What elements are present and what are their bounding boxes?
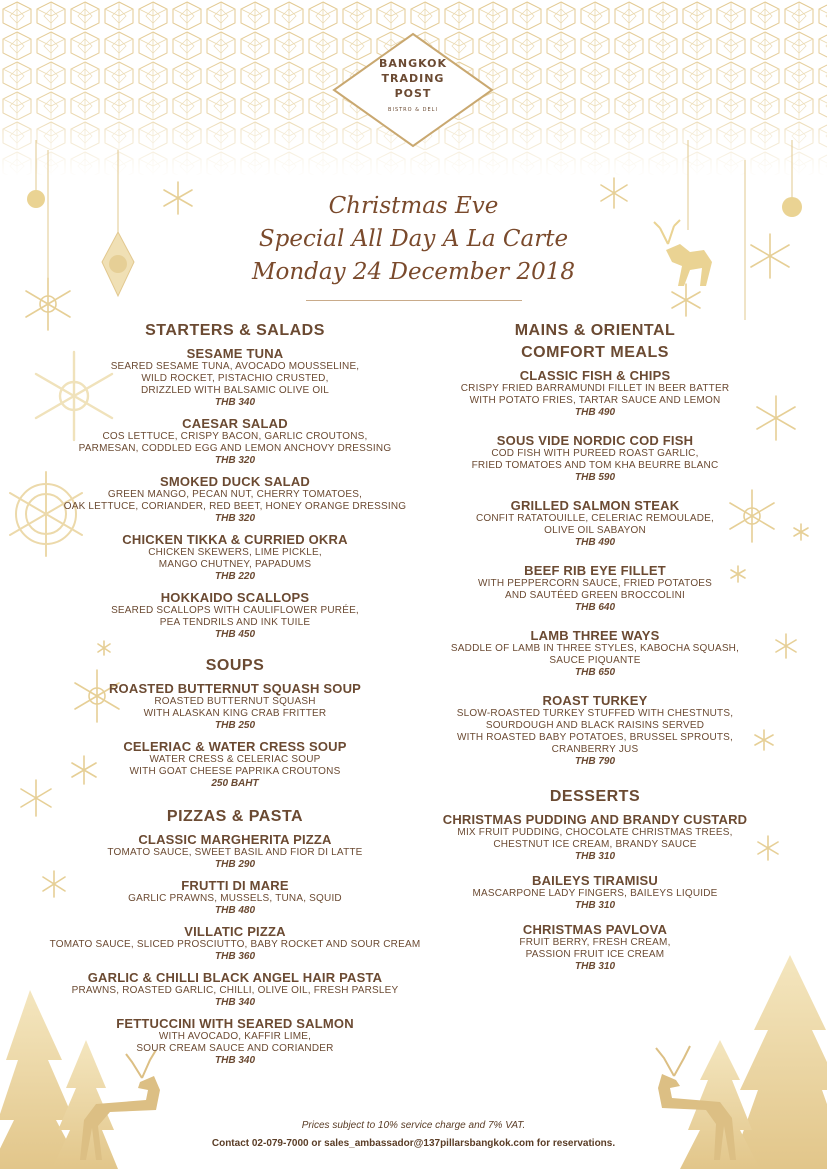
dish-name: SMOKED DUCK SALAD <box>159 474 310 489</box>
dish-description: PEA TENDRILS AND INK TUILE <box>159 617 311 628</box>
dish-description: PRAWNS, ROASTED GARLIC, CHILLI, OLIVE OIL, FRESH PARSLEY <box>71 985 399 996</box>
dish-price: THB 590 <box>574 472 615 483</box>
dish-price: THB 340 <box>214 997 255 1008</box>
dish-name: GRILLED SALMON STEAK <box>510 498 680 513</box>
dish-price: THB 640 <box>574 602 615 613</box>
right-column <box>430 320 760 973</box>
dish-price: THB 310 <box>574 961 615 972</box>
dish-price: THB 650 <box>574 667 615 678</box>
dish-description: CHESTNUT ICE CREAM, BRANDY SAUCE <box>493 839 697 850</box>
dish-description: SEARED SCALLOPS WITH CAULIFLOWER PURÉE, <box>111 605 359 616</box>
dish-price: THB 320 <box>214 513 255 524</box>
dish-name: SESAME TUNA <box>186 346 284 361</box>
dish-name: CAESAR SALAD <box>182 416 288 431</box>
menu-item <box>40 590 430 641</box>
dish-description: OLIVE OIL SABAYON <box>544 525 646 536</box>
dish-price: THB 340 <box>214 1055 255 1066</box>
dish-description: MANGO CHUTNEY, PAPADUMS <box>158 559 312 570</box>
section-title-mains-2: COMFORT MEALS <box>521 344 669 361</box>
menu-item <box>430 433 760 484</box>
footer <box>0 1118 827 1154</box>
dish-price: THB 250 <box>214 720 255 731</box>
dish-description: SADDLE OF LAMB IN THREE STYLES, KABOCHA SQUASH, <box>450 643 740 654</box>
title-divider <box>306 300 522 301</box>
dish-description: TOMATO SAUCE, SLICED PROSCIUTTO, BABY ROCKET AND SOUR CREAM <box>49 939 421 950</box>
menu-item <box>40 739 430 790</box>
menu-item <box>40 970 430 1009</box>
menu-item <box>40 832 430 871</box>
dish-description: WITH PEPPERCORN SAUCE, FRIED POTATOES <box>477 578 713 589</box>
dish-name: CELERIAC & WATER CRESS SOUP <box>123 739 347 754</box>
menu-item <box>430 498 760 549</box>
dish-description: CRANBERRY JUS <box>551 744 639 755</box>
dish-description: WITH POTATO FRIES, TARTAR SAUCE AND LEMON <box>469 395 721 406</box>
menu-item <box>40 878 430 917</box>
dish-price: THB 310 <box>574 900 615 911</box>
menu-item <box>430 922 760 973</box>
logo-subtitle: BISTRO & DELI <box>388 107 438 113</box>
dish-description: PASSION FRUIT ICE CREAM <box>525 949 665 960</box>
dish-name: VILLATIC PIZZA <box>184 924 286 939</box>
dish-description: CRISPY FRIED BARRAMUNDI FILLET IN BEER BATTER <box>460 383 730 394</box>
dish-description: OAK LETTUCE, CORIANDER, RED BEET, HONEY ORANGE DRESSING <box>63 501 407 512</box>
menu-item <box>40 681 430 732</box>
menu-item <box>430 873 760 912</box>
menu-item <box>40 346 430 409</box>
left-column <box>40 320 430 1067</box>
section-title-desserts: DESSERTS <box>549 788 641 805</box>
dish-price: THB 490 <box>574 407 615 418</box>
mains-list <box>430 368 760 768</box>
section-title-starters: STARTERS & SALADS <box>145 322 325 339</box>
dish-price: THB 290 <box>214 859 255 870</box>
title-line-1: Christmas Eve <box>328 193 499 219</box>
dish-description: CONFIT RATATOUILLE, CELERIAC REMOULADE, <box>475 513 715 524</box>
logo-line-2: TRADING <box>381 72 445 85</box>
dish-name: BEEF RIB EYE FILLET <box>524 563 666 578</box>
dish-description: WITH ROASTED BABY POTATOES, BRUSSEL SPROUTS, <box>456 732 734 743</box>
dish-description: PARMESAN, CODDLED EGG AND LEMON ANCHOVY DRESSING <box>78 443 392 454</box>
dish-price: THB 360 <box>214 951 255 962</box>
dish-description: WITH GOAT CHEESE PAPRIKA CROUTONS <box>129 766 341 777</box>
dish-price: THB 790 <box>574 756 615 767</box>
dish-description: COS LETTUCE, CRISPY BACON, GARLIC CROUTONS, <box>102 431 368 442</box>
dish-price: THB 320 <box>214 455 255 466</box>
dish-description: SOUR CREAM SAUCE AND CORIANDER <box>136 1043 334 1054</box>
dish-name: ROASTED BUTTERNUT SQUASH SOUP <box>108 681 362 696</box>
dish-name: FETTUCCINI WITH SEARED SALMON <box>116 1016 354 1031</box>
logo-line-1: BANGKOK <box>378 57 448 70</box>
dish-description: GREEN MANGO, PECAN NUT, CHERRY TOMATOES, <box>107 489 363 500</box>
logo-line-3: POST <box>394 87 432 100</box>
dish-price: 250 BAHT <box>211 778 259 789</box>
contact-info: Contact 02-079-7000 or sales_ambassador@137pillarsbangkok.com for reservations. <box>211 1138 616 1149</box>
dish-name: BAILEYS TIRAMISU <box>532 873 658 888</box>
dish-price: THB 480 <box>214 905 255 916</box>
starters-list <box>40 346 430 641</box>
menu-item <box>40 474 430 525</box>
dish-name: CHRISTMAS PUDDING AND BRANDY CUSTARD <box>442 812 748 827</box>
menu-item <box>430 812 760 863</box>
menu-item <box>40 1016 430 1067</box>
menu-item <box>40 416 430 467</box>
section-title-soups: SOUPS <box>205 657 265 674</box>
dish-description: SAUCE PIQUANTE <box>549 655 641 666</box>
dish-name: CHICKEN TIKKA & CURRIED OKRA <box>122 532 348 547</box>
dish-price: THB 310 <box>574 851 615 862</box>
dish-description: AND SAUTÉED GREEN BROCCOLINI <box>504 590 686 601</box>
dish-description: WITH ALASKAN KING CRAB FRITTER <box>143 708 327 719</box>
dish-description: CHICKEN SKEWERS, LIME PICKLE, <box>148 547 322 558</box>
title-line-3: Monday 24 December 2018 <box>251 259 576 285</box>
menu-item <box>430 563 760 614</box>
pizzas-list <box>40 832 430 1067</box>
desserts-list <box>430 812 760 973</box>
dish-name: LAMB THREE WAYS <box>530 628 660 643</box>
menu-item <box>430 693 760 768</box>
dish-name: FRUTTI DI MARE <box>181 878 289 893</box>
menu-item <box>430 368 760 419</box>
dish-description: SLOW-ROASTED TURKEY STUFFED WITH CHESTNUTS, <box>456 708 734 719</box>
menu-item <box>40 924 430 963</box>
logo <box>330 30 496 150</box>
dish-price: THB 220 <box>214 571 255 582</box>
dish-description: COD FISH WITH PUREED ROAST GARLIC, <box>491 448 699 459</box>
dish-description: WITH AVOCADO, KAFFIR LIME, <box>158 1031 312 1042</box>
dish-description: MASCARPONE LADY FINGERS, BAILEYS LIQUIDE <box>472 888 718 899</box>
dish-description: SEARED SESAME TUNA, AVOCADO MOUSSELINE, <box>110 361 360 372</box>
dish-name: CHRISTMAS PAVLOVA <box>522 922 668 937</box>
section-title-mains-1: MAINS & ORIENTAL <box>514 322 676 339</box>
dish-price: THB 450 <box>214 629 255 640</box>
dish-name: GARLIC & CHILLI BLACK ANGEL HAIR PASTA <box>87 970 383 985</box>
dish-description: FRUIT BERRY, FRESH CREAM, <box>519 937 671 948</box>
dish-name: HOKKAIDO SCALLOPS <box>160 590 310 605</box>
dish-description: WATER CRESS & CELERIAC SOUP <box>149 754 321 765</box>
dish-description: DRIZZLED WITH BALSAMIC OLIVE OIL <box>140 385 330 396</box>
dish-description: FRIED TOMATOES AND TOM KHA BEURRE BLANC <box>471 460 719 471</box>
dish-price: THB 340 <box>214 397 255 408</box>
menu-title <box>200 190 627 289</box>
dish-name: CLASSIC MARGHERITA PIZZA <box>138 832 332 847</box>
menu-item <box>430 628 760 679</box>
dish-name: ROAST TURKEY <box>542 693 648 708</box>
title-line-2: Special All Day A La Carte <box>258 226 569 252</box>
dish-description: WILD ROCKET, PISTACHIO CRUSTED, <box>141 373 329 384</box>
dish-name: CLASSIC FISH & CHIPS <box>519 368 671 383</box>
dish-name: SOUS VIDE NORDIC COD FISH <box>496 433 694 448</box>
dish-description: GARLIC PRAWNS, MUSSELS, TUNA, SQUID <box>128 893 342 904</box>
dish-description: ROASTED BUTTERNUT SQUASH <box>154 696 316 707</box>
dish-description: SOURDOUGH AND BLACK RAISINS SERVED <box>485 720 705 731</box>
menu-item <box>40 532 430 583</box>
dish-price: THB 490 <box>574 537 615 548</box>
soups-list <box>40 681 430 790</box>
section-title-pizzas: PIZZAS & PASTA <box>166 808 304 825</box>
dish-description: TOMATO SAUCE, SWEET BASIL AND FIOR DI LATTE <box>107 847 363 858</box>
dish-description: MIX FRUIT PUDDING, CHOCOLATE CHRISTMAS TREES, <box>457 827 733 838</box>
pricing-note: Prices subject to 10% service charge and 7% VAT. <box>301 1120 526 1131</box>
